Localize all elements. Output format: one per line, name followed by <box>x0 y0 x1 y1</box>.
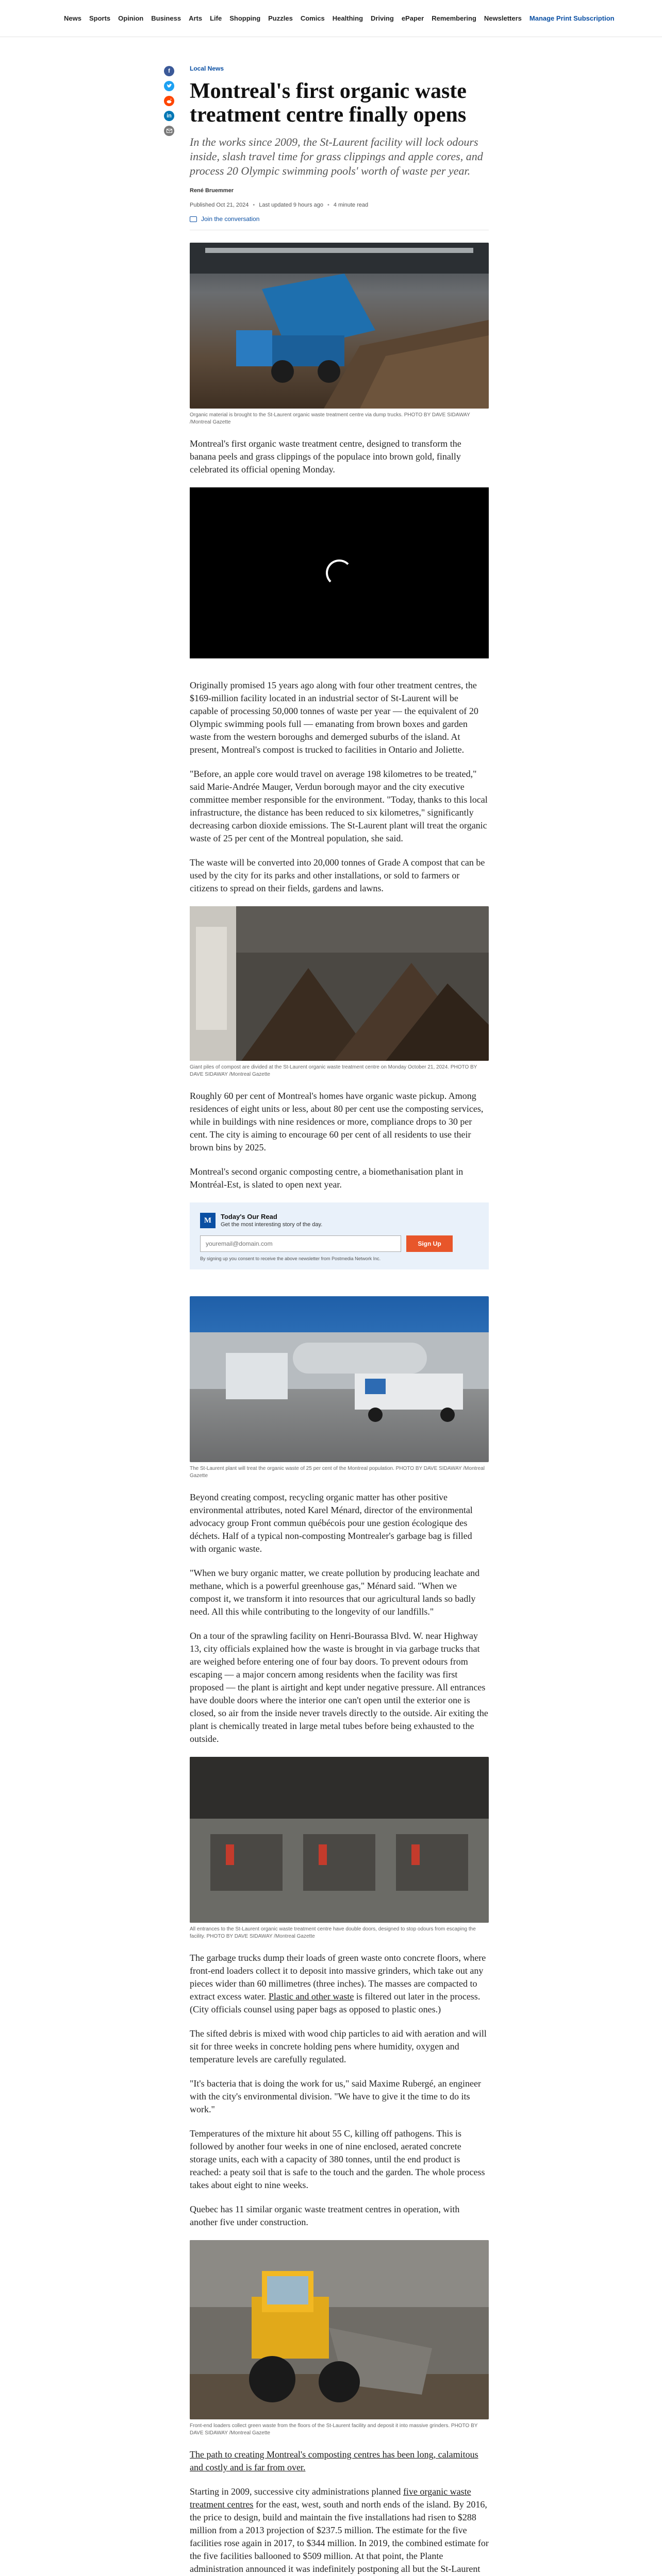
paragraph-text: is filtered out later in the process. (City officials counsel using paper bags as opposed to plastic ones.) <box>190 1991 481 2014</box>
meta-separator: • <box>253 202 255 208</box>
photo-exterior <box>190 1296 489 1480</box>
newsletter-signup <box>190 1202 489 1269</box>
email-icon[interactable] <box>164 126 174 136</box>
article-meta <box>190 202 489 208</box>
photo-caption: Front-end loaders collect green waste from the floors of the St-Laurent facility and deposit it into massive grinders. PHOTO BY DAVE SIDAWAY /Montreal Gazette <box>190 2423 478 2436</box>
paragraph: Quebec has 11 similar organic waste treatment centres in operation, with another five under construction. <box>190 2204 460 2227</box>
nav-shopping[interactable]: Shopping <box>229 14 261 22</box>
nav-news[interactable]: News <box>64 14 81 22</box>
photo-double-doors <box>190 1757 489 1940</box>
read-time: 4 minute read <box>333 202 369 208</box>
newsletter-title: Today's Our Read <box>221 1213 277 1221</box>
nav-comics[interactable]: Comics <box>300 14 325 22</box>
nav-arts[interactable]: Arts <box>189 14 203 22</box>
nav-business[interactable]: Business <box>151 14 181 22</box>
join-conversation-link[interactable] <box>190 215 489 230</box>
newsletter-email-input[interactable] <box>200 1235 401 1252</box>
newsletter-logo: M <box>200 1213 216 1228</box>
front-end-loader-photo[interactable] <box>190 2240 489 2419</box>
linkedin-icon[interactable]: in <box>164 111 174 121</box>
photo-loader <box>190 2240 489 2437</box>
paragraph: "Before, an apple core would travel on average 198 kilometres to be treated," said Marie-Andrée Mauger, Verdun borough mayor and the city executive committee member responsible for the environment. "Today, thanks to this local infrastructure, the distance has been reduced to six kilometres," significantly decreasing carbon dioxide emissions. The St-Laurent plant will treat the organic waste of 25 per cent of the Montreal population, she said. <box>190 769 488 843</box>
nav-manage-print-subscription[interactable]: Manage Print Subscription <box>529 14 615 22</box>
exterior-photo[interactable] <box>190 1296 489 1462</box>
nav-remembering[interactable]: Remembering <box>432 14 476 22</box>
top-navigation <box>0 0 662 37</box>
paragraph: "When we bury organic matter, we create pollution by producing leachate and methane, which is a powerful greenhouse gas," Ménard said. "When we compost it, we transform it into resources that our agricultural lands so badly need. All this while contributing to the longevity of our landfills." <box>190 1568 480 1617</box>
paragraph <box>190 1952 489 2016</box>
published-date: Published Oct 21, 2024 <box>190 202 249 208</box>
newsletter-form <box>200 1235 478 1252</box>
join-conversation-label: Join the conversation <box>201 215 260 223</box>
nav-life[interactable]: Life <box>210 14 222 22</box>
paragraph <box>190 2448 489 2474</box>
newsletter-consent-text: By signing up you consent to receive the above newsletter from Postmedia Network Inc. <box>200 1256 381 1261</box>
paragraph: Originally promised 15 years ago along with four other treatment centres, the $169-million facility located in an industrial sector of St-Laurent will be capable of processing 50,000 tonnes of waste per year — the equivalent of 20 Olympic swimming pools full — emanating from brown boxes and garden waste from the western boroughs and demerged suburbs of the island. At present, Montreal's compost is trucked to facilities in Ontario and Joliette. <box>190 680 478 755</box>
nav-puzzles[interactable]: Puzzles <box>268 14 293 22</box>
photo-dump-truck <box>190 243 489 426</box>
paragraph: Montreal's first organic waste treatment centre, designed to transform the banana peels and grass clippings of the populace into brown gold, finally celebrated its official opening Monday. <box>190 438 461 474</box>
photo-caption: Organic material is brought to the St-Laurent organic waste treatment centre via dump trucks. PHOTO BY DAVE SIDAWAY /Montreal Gazette <box>190 412 470 425</box>
plastic-waste-link[interactable]: Plastic and other waste <box>268 1991 354 2002</box>
photo-compost-piles <box>190 906 489 1078</box>
paragraph: Temperatures of the mixture hit about 55 C, killing off pathogens. This is followed by another four weeks in one of nine enclosed, aerated concrete storage units, each with a capacity of 380 tonnes, until the end product is reached: a peaty soil that is safe to the touch and the garden. The whole process takes about eight to nine weeks. <box>190 2128 485 2190</box>
updated-date: Last updated 9 hours ago <box>259 202 323 208</box>
article <box>190 65 489 2576</box>
reddit-icon[interactable] <box>164 96 174 106</box>
share-rail <box>164 66 175 141</box>
photo-caption: The St-Laurent plant will treat the organic waste of 25 per cent of the Montreal population. PHOTO BY DAVE SIDAWAY /Montreal Gazette <box>190 1466 485 1479</box>
paragraph: The sifted debris is mixed with wood chip particles to aid with aeration and will sit for three weeks in concrete holding pens where humidity, oxygen and temperature levels are carefully regulated. <box>190 2028 487 2064</box>
section-label[interactable]: Local News <box>190 65 224 72</box>
paragraph: Roughly 60 per cent of Montreal's homes have organic waste pickup. Among residences of eight units or less, about 80 per cent use the composting services, while in buildings with nine residences or more, compliance drops to 30 per cent. The city is aiming to encourage 60 per cent of all residents to use their brown bins by 2025. <box>190 1091 484 1153</box>
loading-spinner-icon <box>326 560 353 586</box>
twitter-icon[interactable] <box>164 81 174 91</box>
newsletter-signup-button[interactable]: Sign Up <box>406 1235 453 1252</box>
nav-epaper[interactable]: ePaper <box>401 14 424 22</box>
paragraph: On a tour of the sprawling facility on Henri-Bourassa Blvd. W. near Highway 13, city officials explained how the waste is brought in via garbage trucks that are weighed before entering one of four bay doors. To prevent odours from escaping — a major concern among residents when the facility was first proposed — the plant is airtight and kept under negative pressure. All entrances have double doors where the interior one can't open until the exterior one is closed, so air from the inside never travels directly to the outside. Air exiting the plant is chemically treated in large metal tubes before being exhausted to the outside. <box>190 1631 488 1744</box>
paragraph-text: The garbage trucks dump their loads of green waste onto concrete floors, where front-end loaders collect it to deposit into massive grinders, which take out any pieces wider than 60 millimetres (three inches). The masses are compacted to extract excess water. <box>190 1953 486 2002</box>
compost-piles-photo[interactable] <box>190 906 489 1061</box>
subheadline: In the works since 2009, the St-Laurent facility will lock odours inside, slash travel time for grass clippings and apple cores, and process 20 Olympic swimming pools' worth of waste per year. <box>190 135 483 177</box>
paragraph <box>190 2485 489 2576</box>
nav-opinion[interactable]: Opinion <box>118 14 144 22</box>
path-to-composting-link[interactable]: The path to creating Montreal's composting centres has been long, calamitous and costly and is far from over. <box>190 2449 478 2472</box>
paragraph-text: Starting in 2009, successive city administrations planned <box>190 2486 403 2497</box>
paragraph: Montreal's second organic composting centre, a biomethanisation plant in Montréal-Est, is slated to open next year. <box>190 1166 464 1190</box>
nav-driving[interactable]: Driving <box>371 14 394 22</box>
author-byline[interactable]: René Bruemmer <box>190 188 234 194</box>
nav-sports[interactable]: Sports <box>89 14 111 22</box>
headline: Montreal's first organic waste treatment centre finally opens <box>190 79 467 127</box>
photo-caption: Giant piles of compost are divided at the St-Laurent organic waste treatment centre on Monday October 21, 2024. PHOTO BY DAVE SIDAWAY /Montreal Gazette <box>190 1064 477 1077</box>
paragraph: Beyond creating compost, recycling organic matter has other positive environmental attributes, noted Karel Ménard, director of the environmental advocacy group Front commun québécois pour une gestion écologique des déchets. Half of a typical non-composting Montrealer's garbage bag is filled with organic waste. <box>190 1492 473 1554</box>
facebook-icon[interactable]: f <box>164 66 174 76</box>
nav-newsletters[interactable]: Newsletters <box>484 14 522 22</box>
dump-truck-photo[interactable] <box>190 243 489 409</box>
five-treatment-centres-link[interactable]: five organic waste treatment centres <box>190 2486 471 2510</box>
meta-separator: • <box>327 202 329 208</box>
newsletter-header <box>200 1213 478 1228</box>
paragraph: The waste will be converted into 20,000 tonnes of Grade A compost that can be used by the city for its parks and other installations, or sold to farmers or citizens to spread on their fields, gardens and lawns. <box>190 857 485 893</box>
newsletter-description: Get the most interesting story of the day. <box>221 1222 323 1228</box>
paragraph-text: for the east, west, south and north ends of the island. By 2016, the price to design, build and maintain the five installations had risen to $288 million from a 2013 projection of $237.5 million. The estimate for the five facilities rose again in 2017, to $344 million. In 2019, the combined estimate for the five facilities ballooned to $509 million. At that point, the Plante administration announced it was indefinitely postponing all but the St-Laurent <box>190 2499 489 2574</box>
double-doors-photo[interactable] <box>190 1757 489 1923</box>
paragraph: "It's bacteria that is doing the work for us," said Maxime Rubergé, an engineer with the city's environmental division. "We have to give it the time to do its work." <box>190 2078 481 2114</box>
video-player[interactable] <box>190 487 489 658</box>
photo-caption: All entrances to the St-Laurent organic waste treatment centre have double doors, designed to stop odours from escaping the facility. PHOTO BY DAVE SIDAWAY /Montreal Gazette <box>190 1926 476 1939</box>
nav-healthing[interactable]: Healthing <box>332 14 363 22</box>
comment-icon <box>190 216 197 222</box>
